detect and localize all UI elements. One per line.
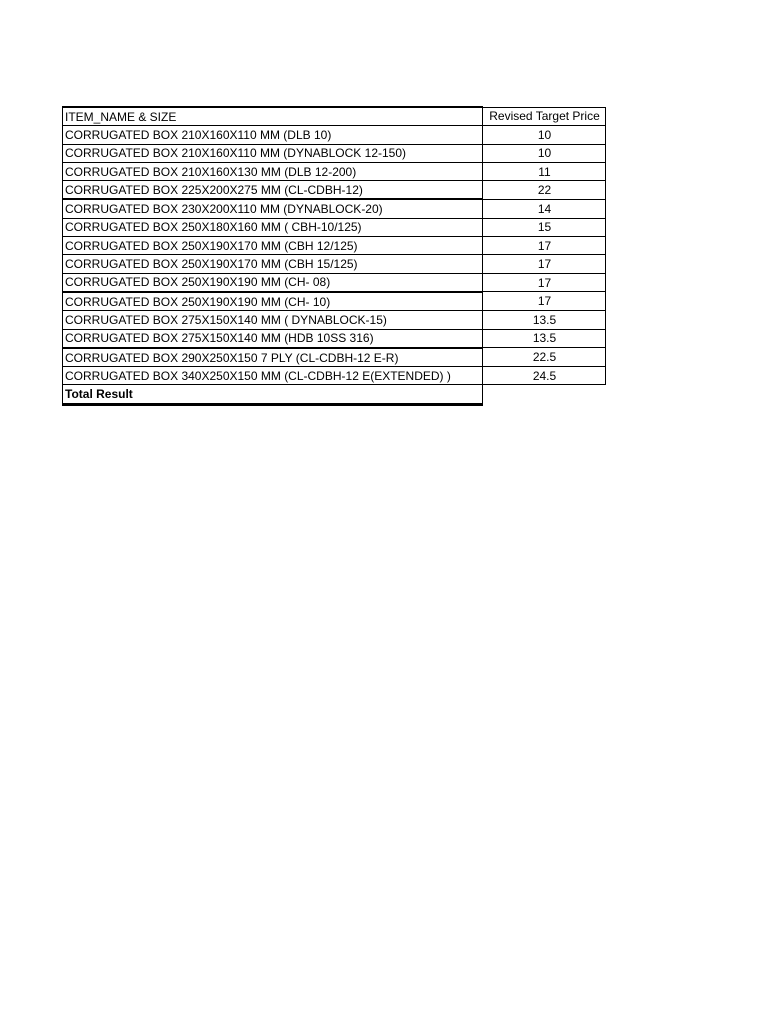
item-name-cell[interactable]: CORRUGATED BOX 250X190X170 MM (CBH 12/125) [63,237,483,255]
item-name-cell[interactable]: CORRUGATED BOX 210X160X110 MM (DLB 10) [63,126,483,144]
item-name-cell[interactable]: CORRUGATED BOX 210X160X130 MM (DLB 12-200) [63,162,483,180]
price-cell[interactable]: 13.5 [483,311,606,329]
price-cell[interactable]: 24.5 [483,367,606,385]
table-row [63,367,606,385]
item-name-cell[interactable]: CORRUGATED BOX 250X190X170 MM (CBH 15/125) [63,255,483,273]
price-cell[interactable]: 22.5 [483,348,606,367]
table-row [63,255,606,273]
price-cell[interactable]: 15 [483,218,606,236]
table-row [63,181,606,200]
total-row [63,385,606,404]
table-row [63,292,606,311]
table-row [63,199,606,218]
price-table [62,106,606,406]
header-revised-target-price[interactable]: Revised Target Price [483,107,606,126]
item-name-cell[interactable]: CORRUGATED BOX 250X180X160 MM ( CBH-10/125) [63,218,483,236]
price-cell[interactable]: 14 [483,199,606,218]
table-row [63,237,606,255]
spreadsheet-area [62,106,606,406]
table-row [63,218,606,236]
item-name-cell[interactable]: CORRUGATED BOX 275X150X140 MM ( DYNABLOCK-15) [63,311,483,329]
item-name-cell[interactable]: CORRUGATED BOX 275X150X140 MM (HDB 10SS 316) [63,329,483,348]
table-row [63,311,606,329]
item-name-cell[interactable]: CORRUGATED BOX 230X200X110 MM (DYNABLOCK-20) [63,199,483,218]
price-cell[interactable]: 17 [483,292,606,311]
item-name-cell[interactable]: CORRUGATED BOX 210X160X110 MM (DYNABLOCK 12-150) [63,144,483,162]
table-row [63,329,606,348]
table-row [63,162,606,180]
price-cell[interactable]: 17 [483,273,606,292]
table-row [63,348,606,367]
total-result-value[interactable] [483,385,606,404]
price-cell[interactable]: 10 [483,126,606,144]
item-name-cell[interactable]: CORRUGATED BOX 290X250X150 7 PLY (CL-CDBH-12 E-R) [63,348,483,367]
table-row [63,126,606,144]
price-cell[interactable]: 17 [483,255,606,273]
price-cell[interactable]: 10 [483,144,606,162]
item-name-cell[interactable]: CORRUGATED BOX 250X190X190 MM (CH- 10) [63,292,483,311]
table-row [63,144,606,162]
header-item-name[interactable]: ITEM_NAME & SIZE [63,107,483,126]
table-row [63,273,606,292]
price-cell[interactable]: 11 [483,162,606,180]
price-cell[interactable]: 22 [483,181,606,200]
price-cell[interactable]: 13.5 [483,329,606,348]
header-row [63,107,606,126]
item-name-cell[interactable]: CORRUGATED BOX 225X200X275 MM (CL-CDBH-12) [63,181,483,200]
item-name-cell[interactable]: CORRUGATED BOX 250X190X190 MM (CH- 08) [63,273,483,292]
total-result-label[interactable]: Total Result [63,385,483,404]
price-cell[interactable]: 17 [483,237,606,255]
item-name-cell[interactable]: CORRUGATED BOX 340X250X150 MM (CL-CDBH-12 E(EXTENDED) ) [63,367,483,385]
